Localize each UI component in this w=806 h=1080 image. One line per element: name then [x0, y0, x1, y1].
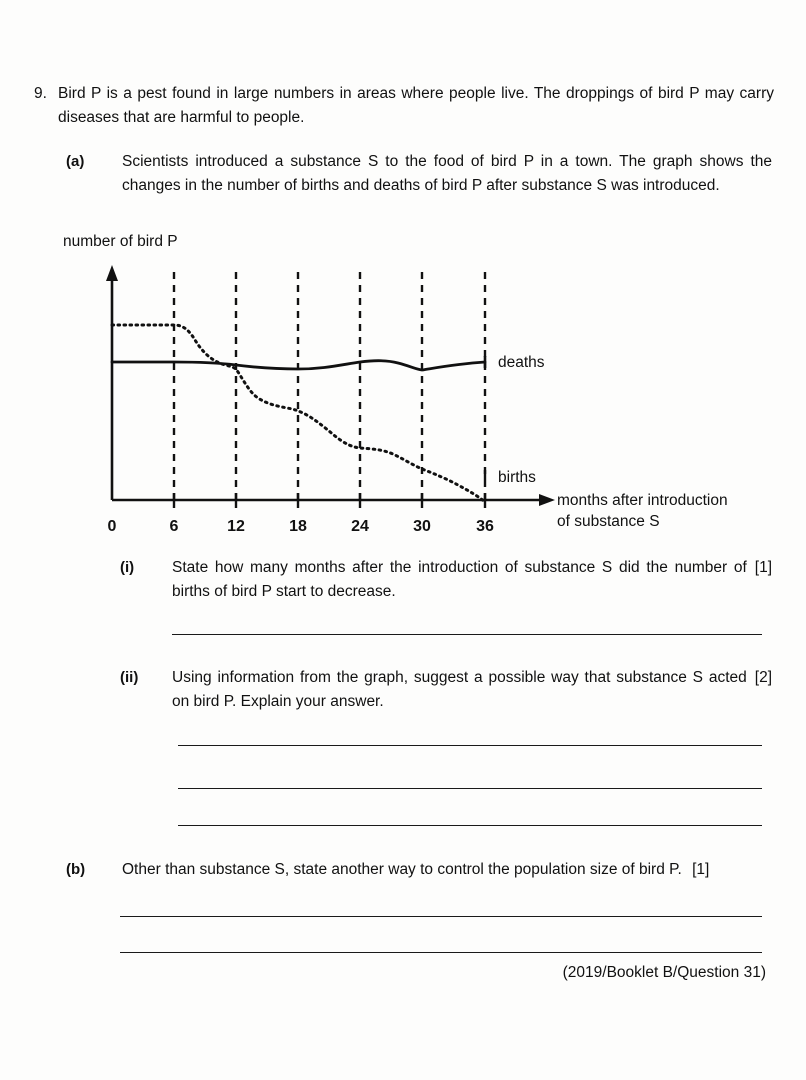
part-i-marks: [1] — [754, 559, 772, 576]
question-number: 9. — [34, 85, 47, 102]
x-tick-label-18: 18 — [289, 518, 307, 535]
x-tick-label-30: 30 — [413, 518, 431, 535]
x-tick-label-36: 36 — [476, 518, 494, 535]
source-reference: (2019/Booklet B/Question 31) — [562, 964, 766, 981]
part-b-label: (b) — [66, 861, 86, 878]
y-axis-caption: number of bird P — [63, 233, 178, 250]
part-b-text: Other than substance S, state another way to control the population size of bird P. — [122, 861, 682, 878]
births-deaths-graph — [55, 232, 795, 542]
part-a-text: Scientists introduced a substance S to the food of bird P in a town. The graph shows the changes in the number of births and deaths of bird P after substance S was introduced. — [122, 153, 772, 194]
part-a-row — [66, 150, 772, 198]
series-label-deaths: deaths — [498, 354, 545, 371]
x-tick-label-12: 12 — [227, 518, 245, 535]
series-label-births: births — [498, 469, 536, 486]
answer-line-ii-2[interactable] — [178, 788, 762, 789]
question-stem-row — [34, 82, 774, 130]
x-axis-caption-line-2: of substance S — [557, 513, 660, 530]
part-ii-label: (ii) — [120, 669, 139, 686]
x-axis-caption-line-1: months after introduction — [557, 492, 728, 509]
x-tick-label-0: 0 — [107, 518, 117, 535]
part-i-label: (i) — [120, 559, 135, 576]
answer-line-b-1[interactable] — [120, 916, 762, 917]
part-i-text: State how many months after the introduction of substance S did the number of births of bird P start to decrease. — [172, 559, 747, 600]
part-b-marks: [1] — [692, 861, 710, 878]
part-ii-body — [172, 666, 772, 714]
answer-line-i-1[interactable] — [172, 634, 762, 635]
part-i-row — [120, 556, 772, 604]
x-axis-caption — [557, 490, 787, 532]
part-ii-marks: [2] — [754, 669, 772, 686]
part-i-body — [172, 556, 772, 604]
part-b-row — [66, 858, 772, 882]
part-a-label: (a) — [66, 153, 85, 170]
answer-line-ii-3[interactable] — [178, 825, 762, 826]
y-axis — [106, 265, 118, 500]
x-axis-tick-labels — [108, 518, 494, 535]
y-axis-arrowhead — [106, 265, 118, 281]
part-ii-text: Using information from the graph, suggest a possible way that substance S acted on bird P. Explain your answer. — [172, 669, 747, 710]
x-axis-arrowhead — [539, 494, 555, 506]
part-ii-row — [120, 666, 772, 714]
x-axis — [112, 494, 555, 506]
gridlines — [174, 272, 485, 500]
answer-line-ii-1[interactable] — [178, 745, 762, 746]
answer-line-b-2[interactable] — [120, 952, 762, 953]
part-b-body — [122, 858, 772, 882]
x-tick-label-24: 24 — [351, 518, 369, 535]
question-stem-text: Bird P is a pest found in large numbers in areas where people live. The droppings of bird P may carry diseases that are harmful to people. — [58, 85, 774, 126]
x-tick-label-6: 6 — [169, 518, 179, 535]
